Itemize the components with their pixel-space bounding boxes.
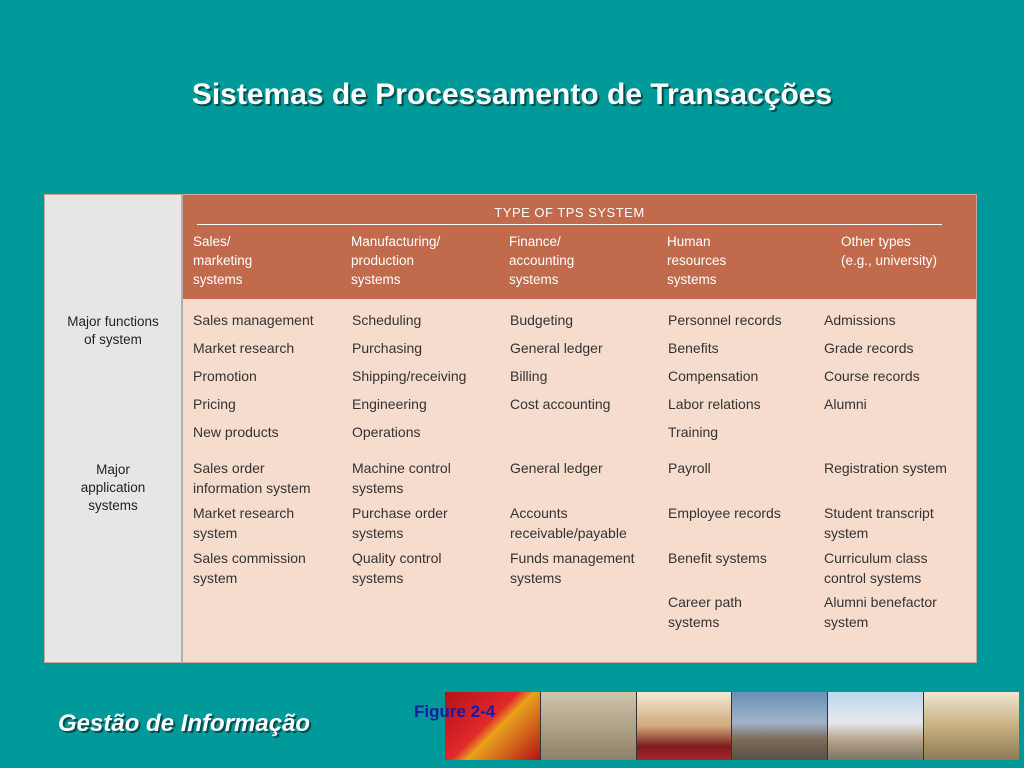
figure-caption: Figure 2-4 (414, 702, 496, 721)
column-header-sales: Sales/ marketing systems (193, 234, 253, 287)
campus-gate-image (732, 692, 828, 760)
row-label-applications: Major application systems (80, 462, 146, 513)
column-header-other: Other types (e.g., university) (841, 234, 938, 268)
tps-header-title: TYPE OF TPS SYSTEM (197, 205, 942, 225)
stone-plaque-image (541, 692, 637, 760)
table-cell: Grade records (824, 340, 914, 356)
table-cell: Billing (510, 368, 548, 384)
table-header (183, 195, 976, 299)
table-cell: Market research system (193, 505, 295, 541)
table-cell: Admissions (824, 312, 896, 328)
table-cell: Pricing (193, 396, 236, 412)
table-cell: Personnel records (668, 312, 782, 328)
row-label-functions: Major functions of system (67, 314, 159, 347)
table-cell: General ledger (510, 340, 603, 356)
table-cell: Career path systems (668, 594, 742, 630)
table-cell: Alumni (824, 396, 867, 412)
column-header-hr: Human resources systems (667, 234, 727, 287)
table-cell: Student transcript system (824, 505, 934, 541)
building-image (828, 692, 924, 760)
table-cell: Budgeting (510, 312, 574, 328)
table-cell: Engineering (352, 396, 427, 412)
table-cell: Payroll (668, 460, 711, 476)
table-cell: Sales order information system (193, 460, 311, 496)
table-cell: Sales commission system (193, 550, 306, 586)
table-cell: Cost accounting (510, 396, 611, 412)
row-label-column (45, 195, 183, 662)
table-cell: Benefit systems (668, 550, 767, 566)
table-cell: Shipping/receiving (352, 368, 467, 384)
slide-title: Sistemas de Processamento de Transacções (191, 78, 833, 111)
table-cell: Purchase order systems (352, 505, 448, 541)
table-cell: Employee records (668, 505, 781, 521)
table-cell: New products (193, 424, 279, 440)
table-cell: Machine control systems (352, 460, 451, 496)
table-cell: Course records (824, 368, 920, 384)
table-cell: Quality control systems (352, 550, 442, 586)
footer-title: Gestão de Informação (58, 710, 311, 737)
column-header-manufacturing: Manufacturing/ production systems (351, 234, 441, 287)
photo-strip (445, 692, 1019, 760)
table-cell: Funds management systems (510, 550, 635, 586)
palace-facade-image (924, 692, 1019, 760)
table-cell: Training (668, 424, 719, 440)
table-cell: Alumni benefactor system (824, 594, 937, 630)
tps-table-figure (44, 194, 977, 663)
table-cell: Promotion (193, 368, 257, 384)
table-cell: Compensation (668, 368, 759, 384)
column-header-finance: Finance/ accounting systems (509, 234, 575, 287)
table-cell: Labor relations (668, 396, 761, 412)
table-cell: Curriculum class control systems (824, 550, 928, 586)
table-cell: Purchasing (352, 340, 423, 356)
table-cell: Sales management (193, 312, 314, 328)
table-cell: General ledger (510, 460, 603, 476)
table-cell: Registration system (824, 460, 947, 476)
auditorium-image (637, 692, 733, 760)
table-cell: Accounts receivable/payable (510, 505, 627, 541)
table-cell: Operations (352, 424, 421, 440)
table-cell: Market research (193, 340, 295, 356)
table-cell: Benefits (668, 340, 719, 356)
table-cell: Scheduling (352, 312, 422, 328)
